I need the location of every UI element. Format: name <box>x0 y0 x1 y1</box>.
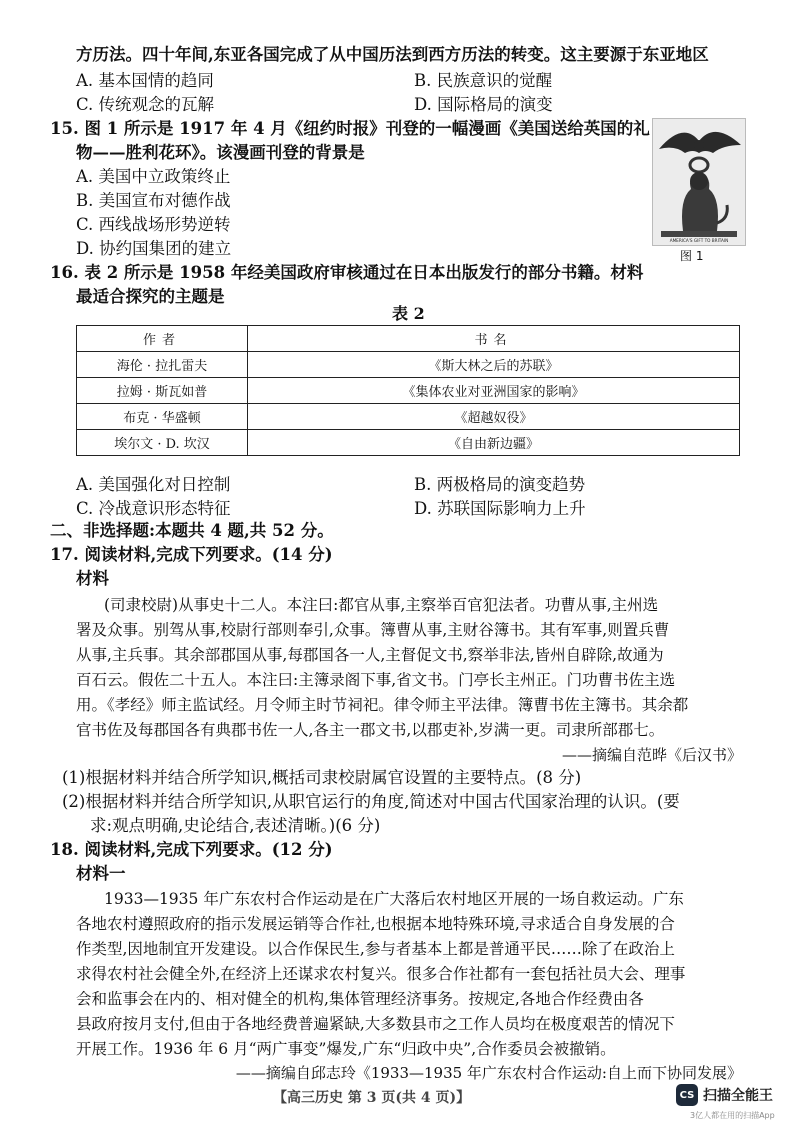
table-2 <box>76 325 740 456</box>
table-row <box>77 378 740 404</box>
figure-inscription: AMERICA'S GIFT TO BRITAIN <box>669 238 729 243</box>
q18-material-line: 开展工作。1936 年 6 月“两广事变”爆发,广东“归政中央”,合作委员会被撤销。 <box>76 1040 616 1058</box>
table-cell-book: 《超越奴役》 <box>248 404 740 430</box>
q17-requirement-1: (1)根据材料并结合所学知识,概括司隶校尉属官设置的主要特点。(8 分) <box>62 768 582 787</box>
q18-title: 18. 阅读材料,完成下列要求。(12 分) <box>50 840 333 859</box>
table-2-title: 表 2 <box>392 304 425 323</box>
q18-source: ——摘编自邱志玲《1933—1935 年广东农村合作运动:自上而下协同发展》 <box>235 1064 742 1082</box>
q15-stem-line1: 15. 图 1 所示是 1917 年 4 月《纽约时报》刊登的一幅漫画《美国送给英国的礼 <box>50 119 650 138</box>
scanner-watermark <box>676 1084 773 1106</box>
q16-option-c: C. 冷战意识形态特征 <box>76 499 231 518</box>
table-cell-author: 布克 · 华盛顿 <box>77 404 248 430</box>
q17-material-line: (司隶校尉)从事史十二人。本注曰:都官从事,主察举百官犯法者。功曹从事,主州选 <box>104 596 659 614</box>
q18-material-label: 材料一 <box>76 864 126 883</box>
q17-title: 17. 阅读材料,完成下列要求。(14 分) <box>50 545 333 564</box>
table-cell-author: 埃尔文 · D. 坎汉 <box>77 430 248 456</box>
q15-stem-line2: 物——胜利花环》。该漫画刊登的背景是 <box>76 143 365 162</box>
page-footer: 【高三历史 第 3 页(共 4 页)】 <box>273 1090 471 1106</box>
table-header-title: 书名 <box>248 326 740 352</box>
q18-material-line: 1933—1935 年广东农村合作运动是在广大落后农村地区开展的一场自救运动。广东 <box>104 890 684 908</box>
table-row <box>77 404 740 430</box>
q18-material-line: 县政府按月支付,但由于各地经费普遍紧缺,大多数县市之工作人员均在极度艰苦的情况下 <box>76 1015 675 1033</box>
q17-source: ——摘编自范晔《后汉书》 <box>561 746 742 764</box>
q18-material-line: 会和监事会在内的、相对健全的机构,集体管理经济事务。按规定,各地合作经费由各 <box>76 990 644 1008</box>
figure-1-caption: 图 1 <box>680 249 704 263</box>
q15-option-b: B. 美国宣布对德作战 <box>76 191 231 210</box>
table-header-author: 作者 <box>77 326 248 352</box>
q14-option-a: A. 基本国情的趋同 <box>76 71 214 90</box>
q15-option-a: A. 美国中立政策终止 <box>76 167 231 186</box>
section-2-heading: 二、非选择题:本题共 4 题,共 52 分。 <box>50 521 334 540</box>
q17-material-line: 官书佐及每郡国各有典郡书佐一人,各主一郡文书,以郡吏补,岁满一更。司隶所部郡七。 <box>76 721 665 739</box>
table-cell-author: 海伦 · 拉扎雷夫 <box>77 352 248 378</box>
q18-material-line: 求得农村社会健全外,在经济上还谋求农村复兴。很多合作社都有一套包括社员大会、理事 <box>76 965 686 983</box>
q18-material-line: 作类型,因地制宜开发建设。以合作保民生,参与者基本上都是普通平民……除了在政治上 <box>76 940 675 958</box>
q16-stem-line1: 16. 表 2 所示是 1958 年经美国政府审核通过在日本出版发行的部分书籍。材料 <box>50 263 644 282</box>
q17-requirement-2-line1: (2)根据材料并结合所学知识,从职官运行的角度,简述对中国古代国家治理的认识。(要 <box>62 792 680 811</box>
q17-requirement-2-line2: 求:观点明确,史论结合,表述清晰。)(6 分) <box>90 816 381 835</box>
table-cell-book: 《集体农业对亚洲国家的影响》 <box>248 378 740 404</box>
q14-option-b: B. 民族意识的觉醒 <box>414 71 553 90</box>
q16-option-d: D. 苏联国际影响力上升 <box>414 499 586 518</box>
scanner-brand-name: 扫描全能王 <box>703 1088 773 1104</box>
q18-material-line: 各地农村遵照政府的指示发展运销等合作社,也根据本地特殊环境,寻求适合自身发展的合 <box>76 915 675 933</box>
q15-option-c: C. 西线战场形势逆转 <box>76 215 231 234</box>
q15-option-d: D. 协约国集团的建立 <box>76 239 232 258</box>
q14-stem-tail: 方历法。四十年间,东亚各国完成了从中国历法到西方历法的转变。这主要源于东亚地区 <box>76 45 709 64</box>
q17-material-line: 百石云。假佐二十五人。本注曰:主簿录阁下事,省文书。门亭长主州正。门功曹书佐主选 <box>76 671 676 689</box>
q17-material-line: 从事,主兵事。其余部郡国从事,每郡国各一人,主督促文书,察举非法,皆州自辟除,故通为 <box>76 646 664 664</box>
camscanner-logo-icon: CS <box>676 1084 698 1106</box>
table-cell-author: 拉姆 · 斯瓦如普 <box>77 378 248 404</box>
q16-option-b: B. 两极格局的演变趋势 <box>414 475 586 494</box>
q14-option-c: C. 传统观念的瓦解 <box>76 95 215 114</box>
q17-material-line: 署及众事。别驾从事,校尉行部则奉引,众事。簿曹从事,主财谷簿书。其有军事,则置兵曹 <box>76 621 670 639</box>
table-cell-book: 《自由新边疆》 <box>248 430 740 456</box>
q16-option-a: A. 美国强化对日控制 <box>76 475 231 494</box>
q17-material-line: 用。《孝经》师主监试经。月令师主时节祠祀。律令师主平法律。簿曹书佐主簿书。其余都 <box>76 696 689 714</box>
table-row <box>77 352 740 378</box>
q17-material-label: 材料 <box>76 569 109 588</box>
q16-stem-line2: 最适合探究的主题是 <box>76 287 225 306</box>
q14-option-d: D. 国际格局的演变 <box>414 95 553 114</box>
figure-1-cartoon <box>652 118 746 246</box>
scanner-tagline: 3亿人都在用的扫描App <box>690 1111 775 1120</box>
table-cell-book: 《斯大林之后的苏联》 <box>248 352 740 378</box>
eagle-lion-cartoon-icon <box>653 119 745 245</box>
table-row <box>77 430 740 456</box>
table-header-row <box>77 326 740 352</box>
